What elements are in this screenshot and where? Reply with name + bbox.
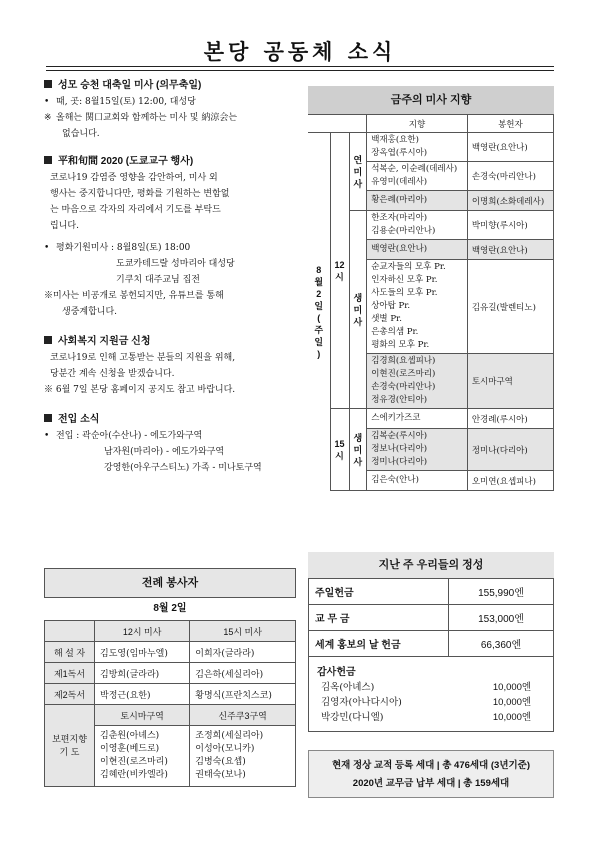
intention-cell: 백영란(요안나) [367,240,468,260]
table-cell: 김도영(임마누엘) [95,642,190,663]
column-subheader: 신주쿠3구역 [190,705,296,726]
table-row [308,133,554,162]
table-corner [308,115,367,133]
row-label: 제1독서 [45,663,95,684]
offering-table [308,578,554,732]
mass-intentions-table [308,114,554,491]
donor-cell: 손경숙(마리안나) [467,162,553,191]
mass-kind: 생 미 사 [349,409,367,491]
table-subheader-row [45,705,296,726]
intention-cell: 김복순(루시아) 정보나(다리아) 정미나(다리아) [367,429,468,471]
offering-amount: 153,000엔 [449,605,554,631]
offering-amount: 155,990엔 [449,579,554,605]
donor-cell: 토시마구역 [467,354,553,409]
offering-label: 주일헌금 [309,579,449,605]
servers-date: 8월 2일 [153,603,187,614]
notice-line: • 평화기원미사 : 8월8일(토) 18:00 [44,243,191,253]
column-header: 봉헌자 [467,115,553,133]
title-divider-2 [46,70,554,71]
donor-cell: 백영란(요안나) [467,240,553,260]
row-label: 제2독서 [45,684,95,705]
section-heading: 사회복지 지원금 신청 [44,334,296,350]
column-header: 12시 미사 [95,621,190,642]
table-row [45,663,296,684]
mass-date: 8 월 2 일 ( 주 일 ) [308,133,330,491]
offering-title: 지난 주 우리들의 정성 [308,552,554,578]
offering-amount: 66,360엔 [449,631,554,657]
intention-cell: 김은숙(안나) [367,471,468,491]
thanks-offering-cell [309,657,554,732]
notice-note-cont: 생중계합니다. [62,307,118,317]
notice-paragraph: 코로나19 감염증 영향을 감안하여, 미사 외 행사는 중지합니다만, 평화를 기원하는 변함없 는 마음으로 각자의 자리에서 기도를 부탁드 립니다. [50,173,230,231]
intention-cell: 김경희(요셉피나) 이현진(로즈마리) 손경숙(마리안나) 정유경(안티아) [367,354,468,409]
table-cell: 김춘원(아녜스) 이영훈(베드로) 이현진(로즈마리) 김혜란(비카엘라) [95,726,190,787]
notice-line: 기쿠치 대주교님 집전 [116,275,200,285]
square-bullet-icon [44,414,52,422]
table-row [309,605,554,631]
notice-note: ※ 6월 7일 본당 홈페이지 공지도 참고 바랍니다. [44,385,236,395]
mass-time: 12 시 [330,133,349,409]
table-row [309,657,554,732]
column-header: 15시 미사 [190,621,296,642]
table-cell: 김은하(세실리아) [190,663,296,684]
table-header-row [45,621,296,642]
notice-line: • 전입 : 곽순아(수산나) - 에도가와구역 [44,431,203,441]
notice-line: 도쿄카테드랄 성마리아 대성당 [116,259,235,269]
table-row [308,409,554,429]
column-subheader: 토시마구역 [95,705,190,726]
notice-line: 남자원(마리아) - 에도가와구역 [104,447,225,457]
table-row [309,631,554,657]
donor-cell: 오미연(요셉피나) [467,471,553,491]
section-heading: 平和旬間 2020 (도쿄교구 행사) [44,154,296,170]
thanks-row: 김옥(아녜스) 10,000엔 [321,682,532,693]
table-cell: 박정근(요한) [95,684,190,705]
table-row [309,579,554,605]
table-cell: 김방희(글라라) [95,663,190,684]
table-cell: 조정희(세실리아) 이성아(모니카) 김병숙(요셉) 권태숙(보나) [190,726,296,787]
thanks-row: 박강민(다니엘) 10,000엔 [321,712,532,723]
donor-cell: 김유길(발렌티노) [467,260,553,354]
square-bullet-icon [44,80,52,88]
column-header: 지향 [367,115,468,133]
thanks-row: 김영자(아나다시아) 10,000엔 [321,697,532,708]
table-corner [45,621,95,642]
intention-cell: 스에키가즈코 [367,409,468,429]
page-title: 본당 공동체 소식 [203,40,397,64]
donor-cell: 이명희(소화데레사) [467,191,553,211]
mass-intentions-title: 금주의 미사 지향 [308,86,554,114]
servers-title: 전례 봉사자 [44,568,296,598]
square-bullet-icon [44,336,52,344]
row-label: 보편지향 기 도 [45,705,95,787]
notice-line: 강영한(아우구스티노) 가족 - 미나토구역 [104,463,262,473]
section-heading: 전입 소식 [44,412,296,428]
notice-note-cont: 없습니다. [62,129,100,139]
donor-cell: 정미나(다리아) [467,429,553,471]
notice-line: • 때, 곳: 8월15일(토) 12:00, 대성당 [44,97,196,107]
registration-summary: 현재 정상 교적 등록 세대 | 총 476세대 (3년기준) 2020년 교무금 납부 세대 | 총 159세대 [308,750,554,798]
notices-column [44,78,296,476]
donor-cell: 백영란(요안나) [467,133,553,162]
mass-time: 15 시 [330,409,349,491]
notice-note: ※ 올해는 関口교회와 함께하는 미사 및 納涼会는 [44,113,238,123]
section-heading: 성모 승천 대축일 미사 (의무축일) [44,78,296,94]
intention-cell: 황은례(마리아) [367,191,468,211]
offering-label: 교 무 금 [309,605,449,631]
offering-label: 세계 홍보의 날 헌금 [309,631,449,657]
donor-cell: 안경례(루시아) [467,409,553,429]
intention-cell: 한조자(마리아) 김용순(마리안나) [367,211,468,240]
donor-cell: 박미향(루시아) [467,211,553,240]
table-cell: 황명식(프란치스코) [190,684,296,705]
square-bullet-icon [44,156,52,164]
intention-cell: 순교자들의 모후 Pr. 인자하신 모후 Pr. 사도들의 모후 Pr. 상아탑 Pr. 샛별 Pr. 은총의샘 Pr. 평화의 모후 Pr. [367,260,468,354]
intention-cell: 석복순, 이순례(데레사) 유영미(데레사) [367,162,468,191]
mass-kind: 생 미 사 [349,211,367,409]
row-label: 해 설 자 [45,642,95,663]
servers-table [44,620,296,787]
table-cell: 이희자(글라라) [190,642,296,663]
notice-paragraph: 코로나19로 인해 고통받는 분들의 지원을 위해, 당분간 계속 신청을 받겠습니다. [50,353,236,379]
table-row [45,684,296,705]
thanks-heading: 감사헌금 [317,667,356,678]
mass-kind: 연 미 사 [349,133,367,211]
notice-note: ※미사는 비공개로 봉헌되지만, 유튜브를 통해 [44,291,224,301]
title-divider [46,66,554,67]
table-header-row [308,115,554,133]
table-row [45,642,296,663]
intention-cell: 백재홍(요한) 장옥엽(루시아) [367,133,468,162]
